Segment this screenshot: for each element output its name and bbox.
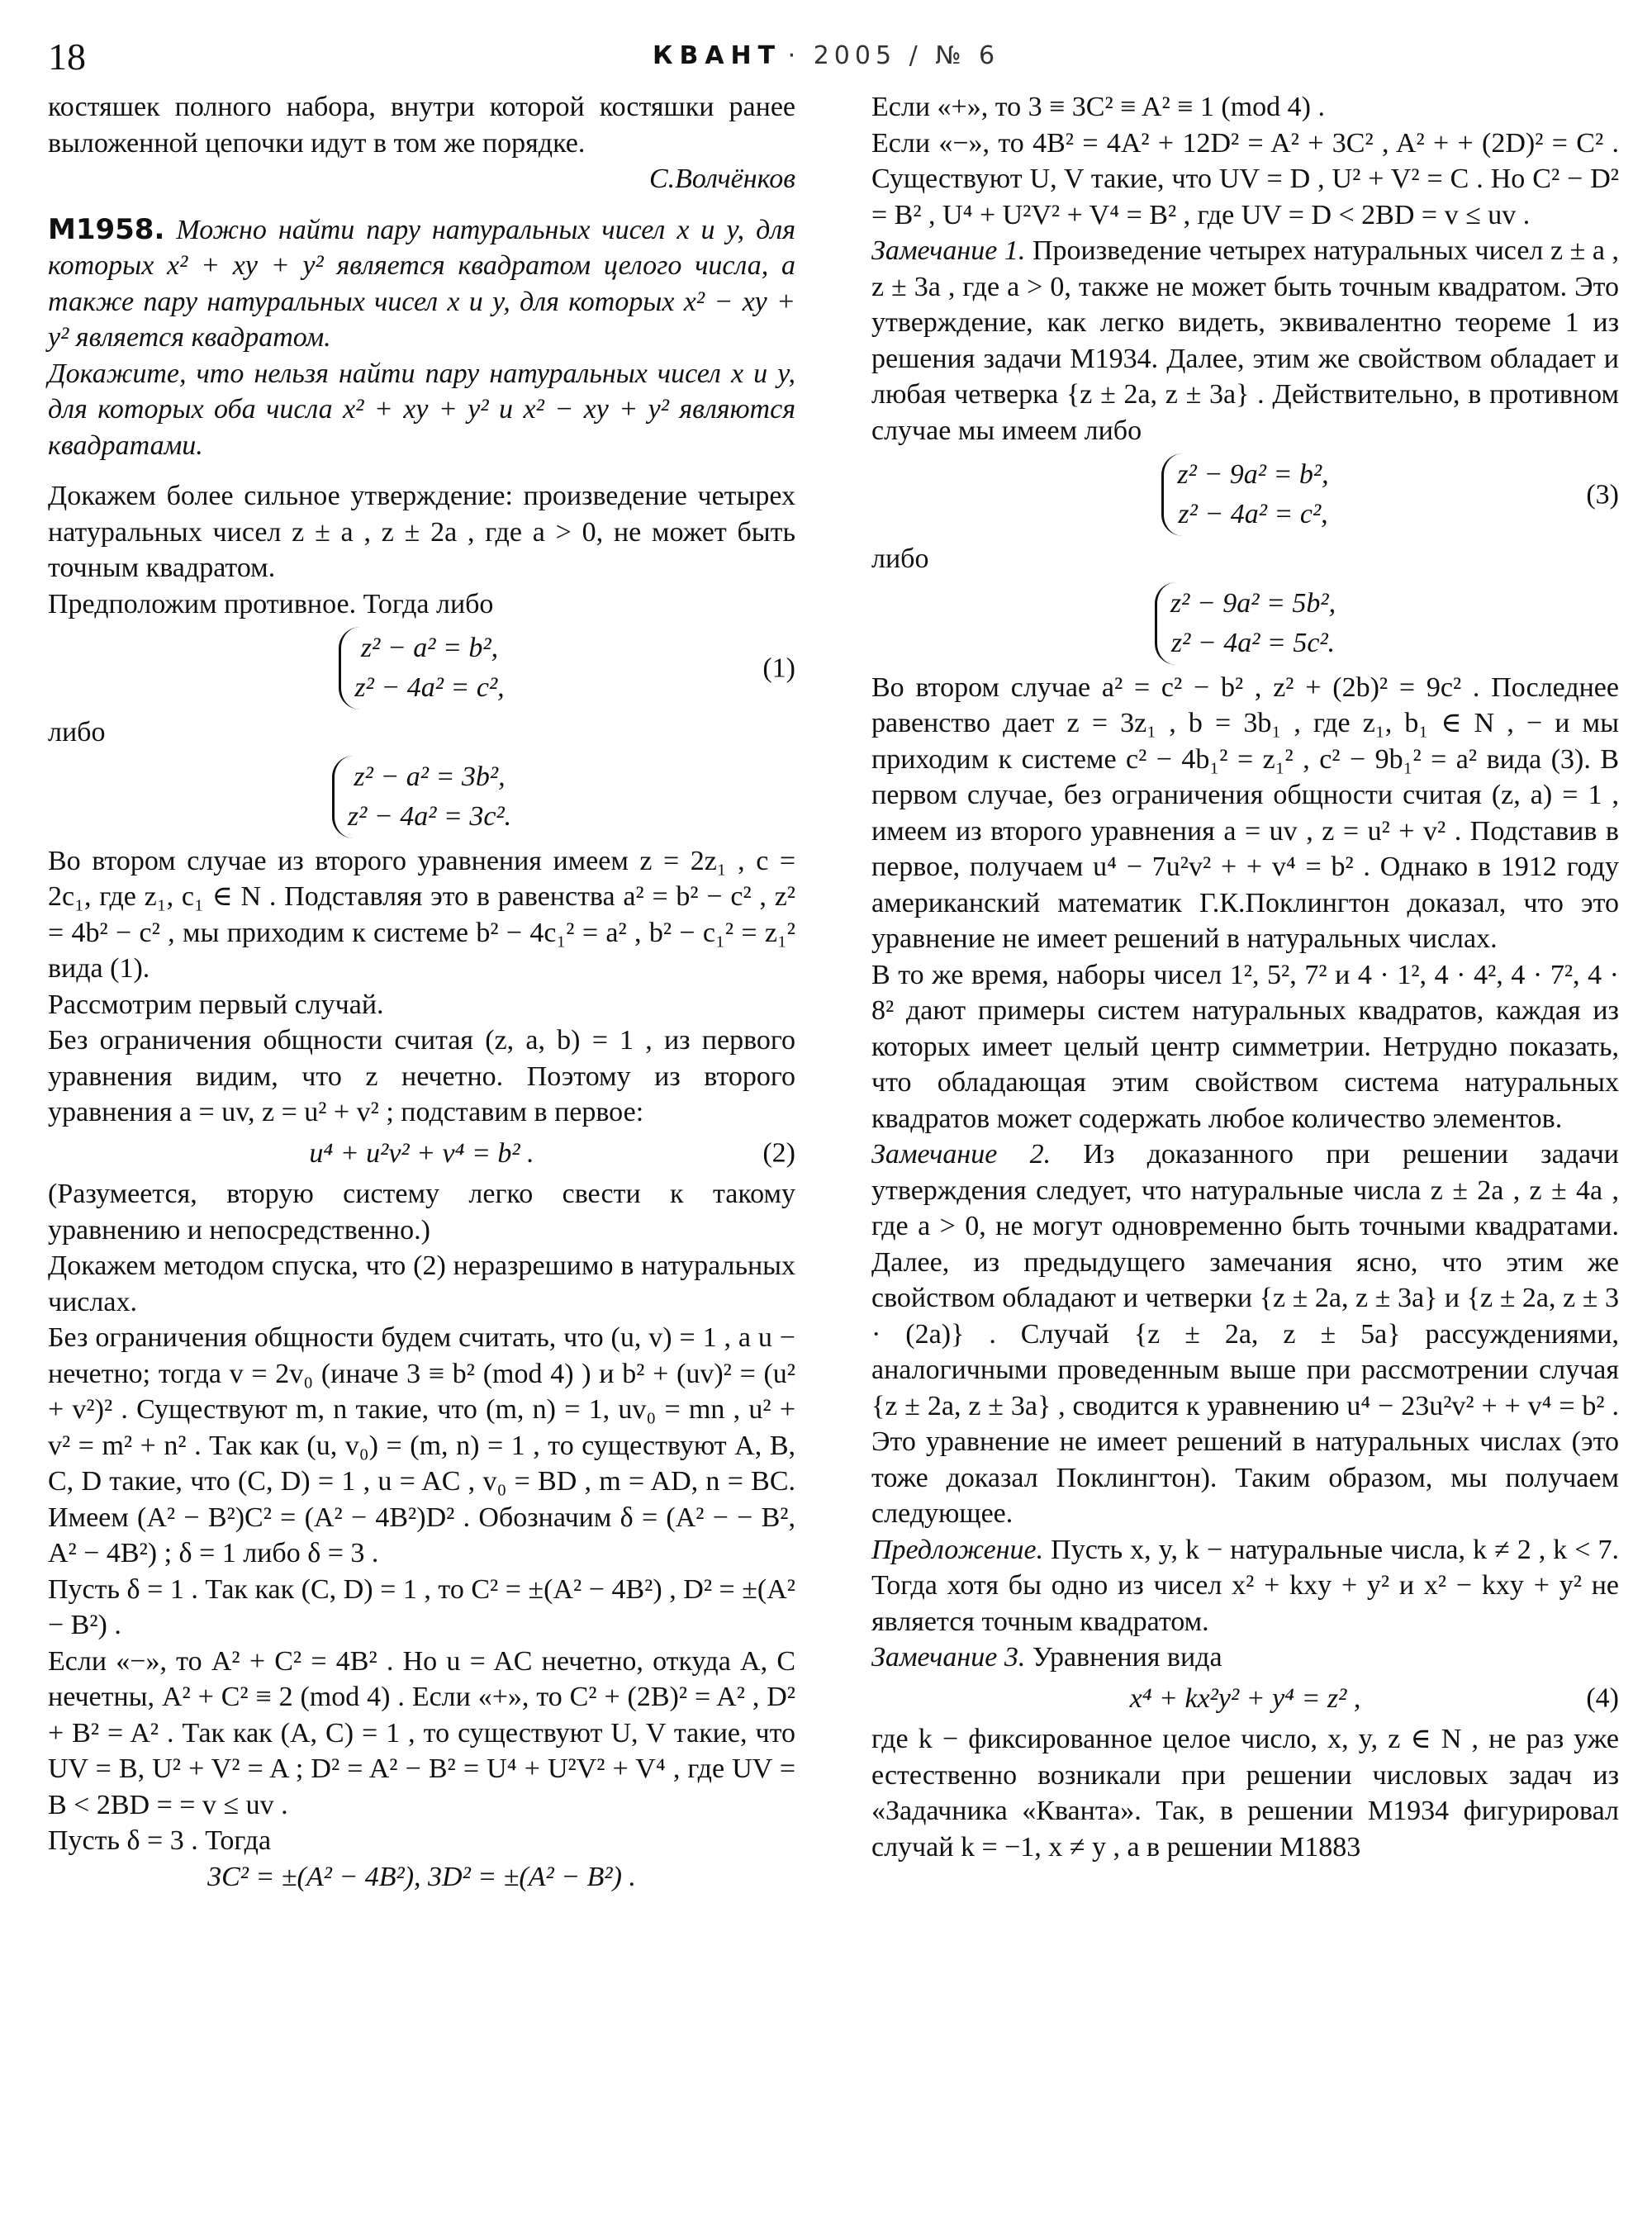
equation-number-1: (1) xyxy=(762,652,795,684)
paragraph-wlog-2: Без ограничения общности будем считать, что (u, v) = 1 , а u − нечетно; тогда v = 2v₀ (иначе 3 ≡ b² (mod 4) ) и b² + (uv)² = (u² + v²)² . Существуют m, n такие, что (m, n) = 1, uv₀ = mn , u² + v² = m² + n² . Так как (u, v₀) = (m, n) = 1 , то существуют A, B, C, D такие, что (C, D) = 1 , u = AC , v₀ = BD , m = AD, n = BC. Имеем (A² − B²)C² = (A² − 4B²)D² . Обозначим δ = (A² − − B², A² − 4B²) ; δ = 1 либо δ = 3 . xyxy=(48,1322,795,1568)
remark-2-label: Замечание 2. xyxy=(871,1139,1051,1170)
system-2-line-1: z² − a² = 3b², xyxy=(354,761,506,792)
system-1-line-1: z² − a² = b², xyxy=(360,633,499,663)
remark-2 xyxy=(871,1136,1619,1532)
running-head xyxy=(48,41,1604,70)
system-1-brace xyxy=(339,627,504,709)
problem-text-1: Можно найти пару натуральных чисел x и y, для которых x² + xy + y² является квадратом целого числа, а также пару натуральных чисел x и y, для которых x² − xy + y² является квадратом. xyxy=(48,214,795,353)
paragraph-prove: Докажем более сильное утверждение: произведение четырех натуральных чисел z ± a , z ± 2a , где a > 0, не может быть точным квадратом. xyxy=(48,481,795,583)
equation-system-3 xyxy=(871,453,1619,536)
remark-1-label: Замечание 1. xyxy=(871,235,1026,266)
author: С.Волчёнков xyxy=(648,164,795,194)
system-3-line-2: z² − 4a² = c², xyxy=(1178,499,1328,529)
paragraph-case-2b: Во втором случае a² = c² − b² , z² + (2b)² = 9c² . Последнее равенство дает z = 3z₁ , b = 3b₁ , где z₁, b₁ ∈ N , − и мы приходим к системе c² − 4b₁² = z₁² , c² − 9b₁² = a² вида (3). В первом случае, без ограничения общности считая (z, a) = 1 , имеем из второго уравнения a = uv , z = u² + v² . Подставив в первое, получаем u⁴ − 7u²v² + + v⁴ = b² . Однако в 1912 году американский математик Г.К.Поклингтон доказал, что это уравнение не имеет решений в натуральных числах. xyxy=(871,671,1619,954)
paragraph-delta-3: Пусть δ = 3 . Тогда xyxy=(48,1825,272,1856)
paragraph-case-1: Рассмотрим первый случай. xyxy=(48,989,384,1020)
problem-id: М1958. xyxy=(48,212,165,246)
paragraph-wlog-1: Без ограничения общности считая (z, a, b) = 1 , из первого уравнения видим, что z нечетно. Поэтому из второго уравнения a = uv, z = u² + v² ; подставим в первое: xyxy=(48,1025,795,1127)
system-3-line-1: z² − 9a² = b², xyxy=(1177,459,1329,490)
paragraph-parenthetical: (Разумеется, вторую систему легко свести к такому уравнению и непосредственно.) xyxy=(48,1179,795,1246)
remark-1-text: Произведение четырех натуральных чисел z ± a , z ± 3a , где a > 0, также не может быть точным квадратом. Это утверждение, как легко видеть, эквивалентно теореме 1 из решения задачи М1934. Далее, этим же свойством обладает и любая четверка {z ± 2a, z ± 3a} . Действительно, в противном случае мы имеем либо xyxy=(871,235,1619,446)
paragraph-same-time: В то же время, наборы чисел 1², 5², 7² и 4 · 1², 4 · 4², 4 · 7², 4 · 8² дают примеры систем натуральных квадратов, каждая из которых имеет целый центр симметрии. Нетрудно показать, что обладающая этим свойством система натуральных квадратов может содержать любое количество элементов. xyxy=(871,959,1619,1134)
equation-system-4 xyxy=(871,582,1619,665)
right-column xyxy=(871,89,1619,1865)
problem-statement xyxy=(48,212,795,356)
remark-3 xyxy=(871,1639,1619,1676)
equation-number-2: (2) xyxy=(762,1137,795,1169)
equation-delta-3: 3C² = ±(A² − 4B²), 3D² = ±(A² − B²) . xyxy=(207,1861,636,1892)
problem-text-2: Докажите, что нельзя найти пару натуральных чисел x и y, для которых оба числа x² + xy + y² и x² − xy + y² являются квадратами. xyxy=(48,358,795,461)
equation-2-formula: u⁴ + u²v² + v⁴ = b² . xyxy=(309,1137,534,1169)
left-column xyxy=(48,89,795,1895)
paragraph-minus-case-2: Если «−», то 4B² = 4A² + 12D² = A² + 3C² , A² + + (2D)² = C² . Существуют U, V такие, что UV = D , U² + V² = C . Но C² − D² = B² , U⁴ + U²V² + V⁴ = B² , где UV = D < 2BD = v ≤ uv . xyxy=(871,127,1619,230)
paragraph-case-2: Во втором случае из второго уравнения имеем z = 2z₁ , c = 2c₁, где z₁, c₁ ∈ N . Подставляя это в равенства a² = b² − c² , z² = 4b² − c² , мы приходим к системе b² − 4c₁² = a² , b² − c₁² = z₁² вида (1). xyxy=(48,845,795,984)
issue-label: · 2005 / № 6 xyxy=(787,41,1000,70)
page-header xyxy=(48,35,1604,84)
equation-4-formula: x⁴ + kx²y² + y⁴ = z² , xyxy=(1129,1682,1361,1714)
equation-2 xyxy=(48,1136,795,1172)
proposal-label: Предложение. xyxy=(871,1534,1044,1565)
paragraph-plus-case: Если «+», то 3 ≡ 3C² ≡ A² ≡ 1 (mod 4) . xyxy=(871,92,1325,122)
paragraph-intro: костяшек полного набора, внутри которой костяшки ранее выложенной цепочки идут в том же порядке. xyxy=(48,92,795,159)
paragraph-delta-1: Пусть δ = 1 . Так как (C, D) = 1 , то C² = ±(A² − 4B²) , D² = ±(A² − B²) . xyxy=(48,1573,795,1640)
equation-system-2 xyxy=(48,756,795,838)
remark-3-text: Уравнения вида xyxy=(1025,1642,1222,1673)
system-3-brace xyxy=(1161,453,1328,536)
magazine-title: КВАНТ xyxy=(652,41,782,70)
remark-2-text: Из доказанного при решении задачи утверждения следует, что натуральные числа z ± 2a , z ± 4a , где a > 0, не могут одновременно быть точными квадратами. Далее, из предыдущего замечания ясно, что этим же свойством обладают и четверки {z ± 2a, z ± 3a} и {z ± 2a, z ± 3 · (2a)} . Случай {z ± 2a, z ± 5a} рассуждениями, аналогичными проведенным выше при рассмотрении случая {z ± 2a, z ± 3a} , сводится к уравнению u⁴ − 23u²v² + + v⁴ = b² . Это уравнение не имеет решений в натуральных числах (это тоже доказал Поклингтон). Таким образом, мы получаем следующее. xyxy=(871,1139,1619,1529)
system-1-line-2: z² − 4a² = c², xyxy=(354,672,505,703)
page-number: 18 xyxy=(48,36,86,78)
paragraph-final: где k − фиксированное целое число, x, y, z ∈ N , не раз уже естественно возникали при решении числовых задач из «Задачника «Кванта». Так, в решении М1934 фигурировал случай k = −1, x ≠ y , а в решении М1883 xyxy=(871,1724,1619,1862)
word-either-right: либо xyxy=(871,543,929,574)
equation-4 xyxy=(871,1681,1619,1717)
system-4-line-2: z² − 4a² = 5c². xyxy=(1170,627,1336,658)
remark-1 xyxy=(871,233,1619,448)
remark-3-label: Замечание 3. xyxy=(871,1642,1026,1673)
equation-number-4: (4) xyxy=(1586,1682,1619,1714)
word-either: либо xyxy=(48,717,106,747)
paragraph-assume: Предположим противное. Тогда либо xyxy=(48,588,494,619)
system-4-line-1: z² − 9a² = 5b², xyxy=(1170,587,1336,619)
equation-system-1 xyxy=(48,627,795,709)
proposal-text: Пусть x, y, k − натуральные числа, k ≠ 2 , k < 7. Тогда хотя бы одно из чисел x² + kxy + y² и x² − kxy + y² не является точным квадратом. xyxy=(871,1534,1619,1637)
proposal xyxy=(871,1532,1619,1640)
paragraph-descent: Докажем методом спуска, что (2) неразрешимо в натуральных числах. xyxy=(48,1250,795,1317)
paragraph-minus-case: Если «−», то A² + C² = 4B² . Но u = AC нечетно, откуда A, C нечетны, A² + C² ≡ 2 (mod 4) . Если «+», то C² + (2B)² = A² , D² + B² = A² . Так как (A, C) = 1 , то существуют U, V такие, что UV = B, U² + V² = A ; D² = A² − B² = U⁴ + U²V² + V⁴ , где UV = B < 2BD = = v ≤ uv . xyxy=(48,1645,795,1820)
system-2-brace xyxy=(332,756,511,838)
system-2-line-2: z² − 4a² = 3c². xyxy=(347,800,512,832)
system-4-brace xyxy=(1155,582,1336,665)
equation-number-3: (3) xyxy=(1586,479,1619,510)
